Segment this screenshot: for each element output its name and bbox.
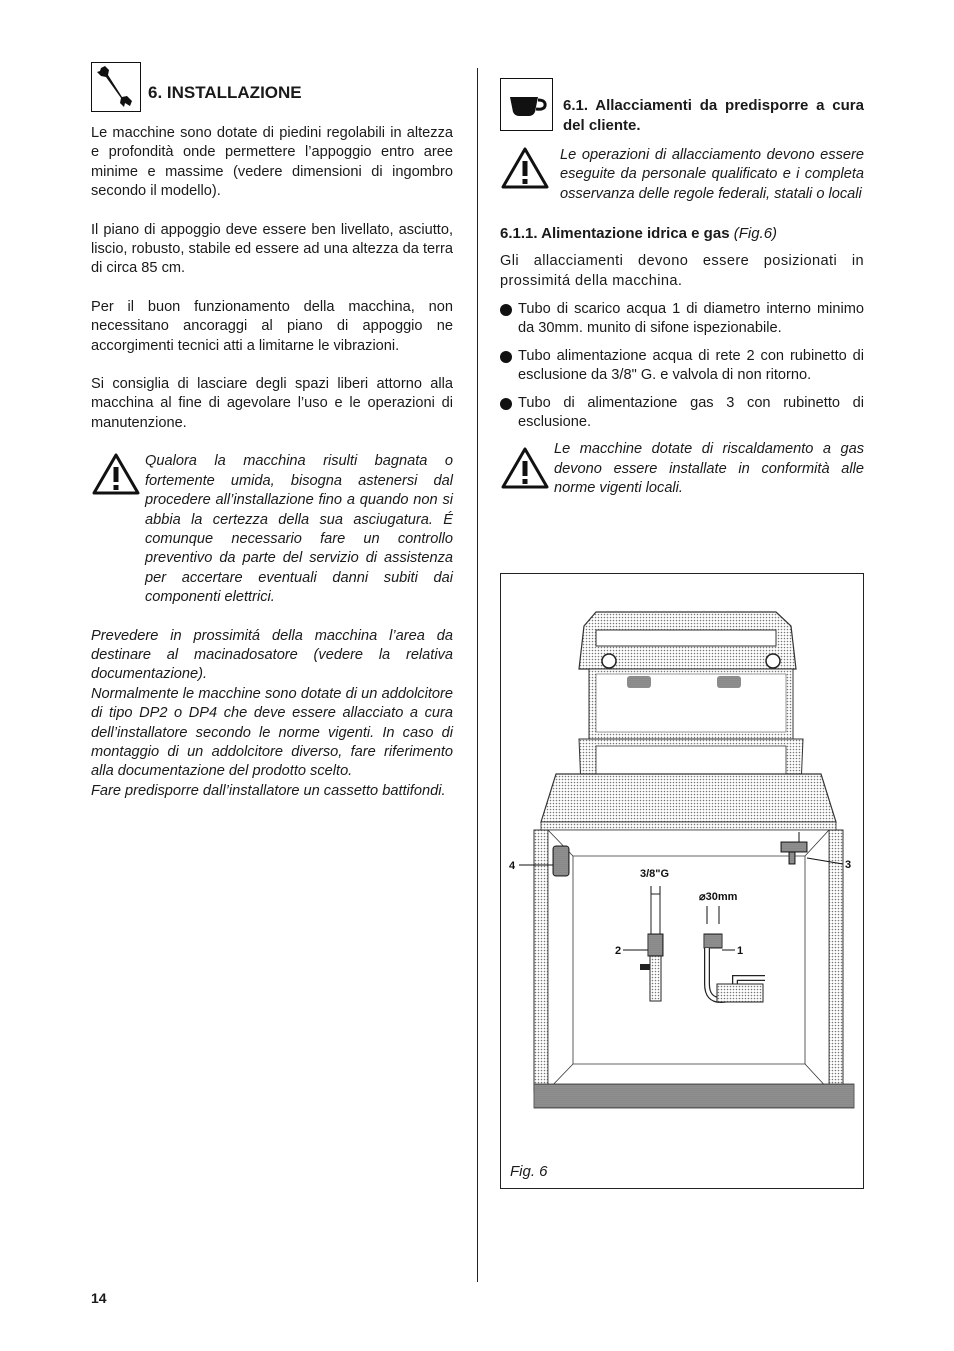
italic-softener-note: Normalmente le macchine sono dotate di un addolcitore di tipo DP2 o DP4 che deve essere allacciato a cura dell’installatore secondo le norme vigenti. In caso di montaggio di un addolcitore diverso, fare riferimento alla documentazione del prodotto scelto. xyxy=(91,685,453,780)
right-column xyxy=(500,76,864,499)
supply-heading-title: 6.1.1. Alimentazione idrica e gas xyxy=(500,225,730,243)
figure-caption: Fig. 6 xyxy=(510,1163,548,1180)
warning-text-qualified: Le operazioni di allacciamento devono essere eseguite da personale qualificato e i completa osservanza delle regole federali, statali o locali xyxy=(560,147,864,202)
warning-text-moisture: Qualora la macchina risulti bagnata o fortemente umida, bisogna astenersi dal procedere all’installazione fino a quando non si abbia la certezza della sua asciugatura. É comunque necessario fare un controllo preventivo da parte del servizio di assistenza per accertare eventuali danni subiti dai componenti elettrici. xyxy=(145,453,453,606)
section-header xyxy=(91,62,453,114)
paragraph-spaces: Si consiglia di lasciare degli spazi liberi attorno alla macchina al fine di agevolare l’uso e le operazioni di manutenzione. xyxy=(91,376,453,431)
connection-list xyxy=(500,300,864,432)
supply-heading xyxy=(500,224,864,244)
bullet-icon xyxy=(500,304,512,316)
warning-block-gas xyxy=(500,440,864,498)
page-number: 14 xyxy=(91,1290,107,1306)
list-item: Tubo di scarico acqua 1 di diametro interno minimo da 30mm. munito di sifone ispezionabile. xyxy=(500,300,864,339)
subsection-header xyxy=(500,76,864,132)
bullet-icon xyxy=(500,351,512,363)
paragraph-anchoring: Per il buon funzionamento della macchina, non necessitano ancoraggi al piano di appoggio ne accorgimenti tecnici atti a limitarne le vibrazioni. xyxy=(91,298,453,354)
warning-icon xyxy=(500,146,550,190)
subsection-title: 6.1. Allacciamenti da predisporre a cura del cliente. xyxy=(563,97,864,134)
left-column xyxy=(91,62,453,801)
list-item: Tubo di alimentazione gas 3 con rubinetto di esclusione. xyxy=(500,394,864,433)
list-item: Tubo alimentazione acqua di rete 2 con rubinetto di esclusione da 3/8" G. e valvola di non ritorno. xyxy=(500,347,864,386)
wrench-icon xyxy=(91,62,141,112)
label-pipe-size: 3/8"G xyxy=(640,868,670,880)
supply-intro: Gli allacciamenti devono essere posizionati in prossimitá della macchina. xyxy=(500,253,864,289)
callout-4: 4 xyxy=(509,860,516,872)
section-title: 6. INSTALLAZIONE xyxy=(148,83,302,102)
callout-3: 3 xyxy=(845,859,852,871)
italic-grinder-note: Prevedere in prossimitá della macchina l’area da destinare al macinadosatore (vedere la relativa documentazione). xyxy=(91,627,453,683)
callout-1: 1 xyxy=(737,945,744,957)
warning-text-gas: Le macchine dotate di riscaldamento a gas devono essere installate in conformità alle norme vigenti locali. xyxy=(554,441,864,497)
supply-heading-ref: (Fig.6) xyxy=(733,225,778,243)
label-drain-size: ⌀30mm xyxy=(699,891,738,903)
italic-drawer-note: Fare predisporre dall’installatore un cassetto battifondi. xyxy=(91,782,446,799)
column-divider xyxy=(477,68,478,1282)
warning-icon xyxy=(500,446,550,490)
cup-icon xyxy=(500,78,553,131)
installation-drawing xyxy=(501,574,865,1190)
callout-2: 2 xyxy=(615,945,622,957)
bullet-icon xyxy=(500,398,512,410)
paragraph-feet: Le macchine sono dotate di piedini regolabili in altezza e profondità onde permettere l’appoggio entro aree minime e massime (vedere dimensioni di ingombro secondo il modello). xyxy=(91,125,453,200)
warning-block-qualified xyxy=(500,146,864,204)
warning-block-moisture xyxy=(91,452,453,607)
paragraph-surface: Il piano di appoggio deve essere ben livellato, asciutto, liscio, robusto, stabile ed essere ad una altezza da terra di circa 85 cm. xyxy=(91,221,453,277)
warning-icon xyxy=(91,452,141,496)
figure-6 xyxy=(500,573,864,1189)
